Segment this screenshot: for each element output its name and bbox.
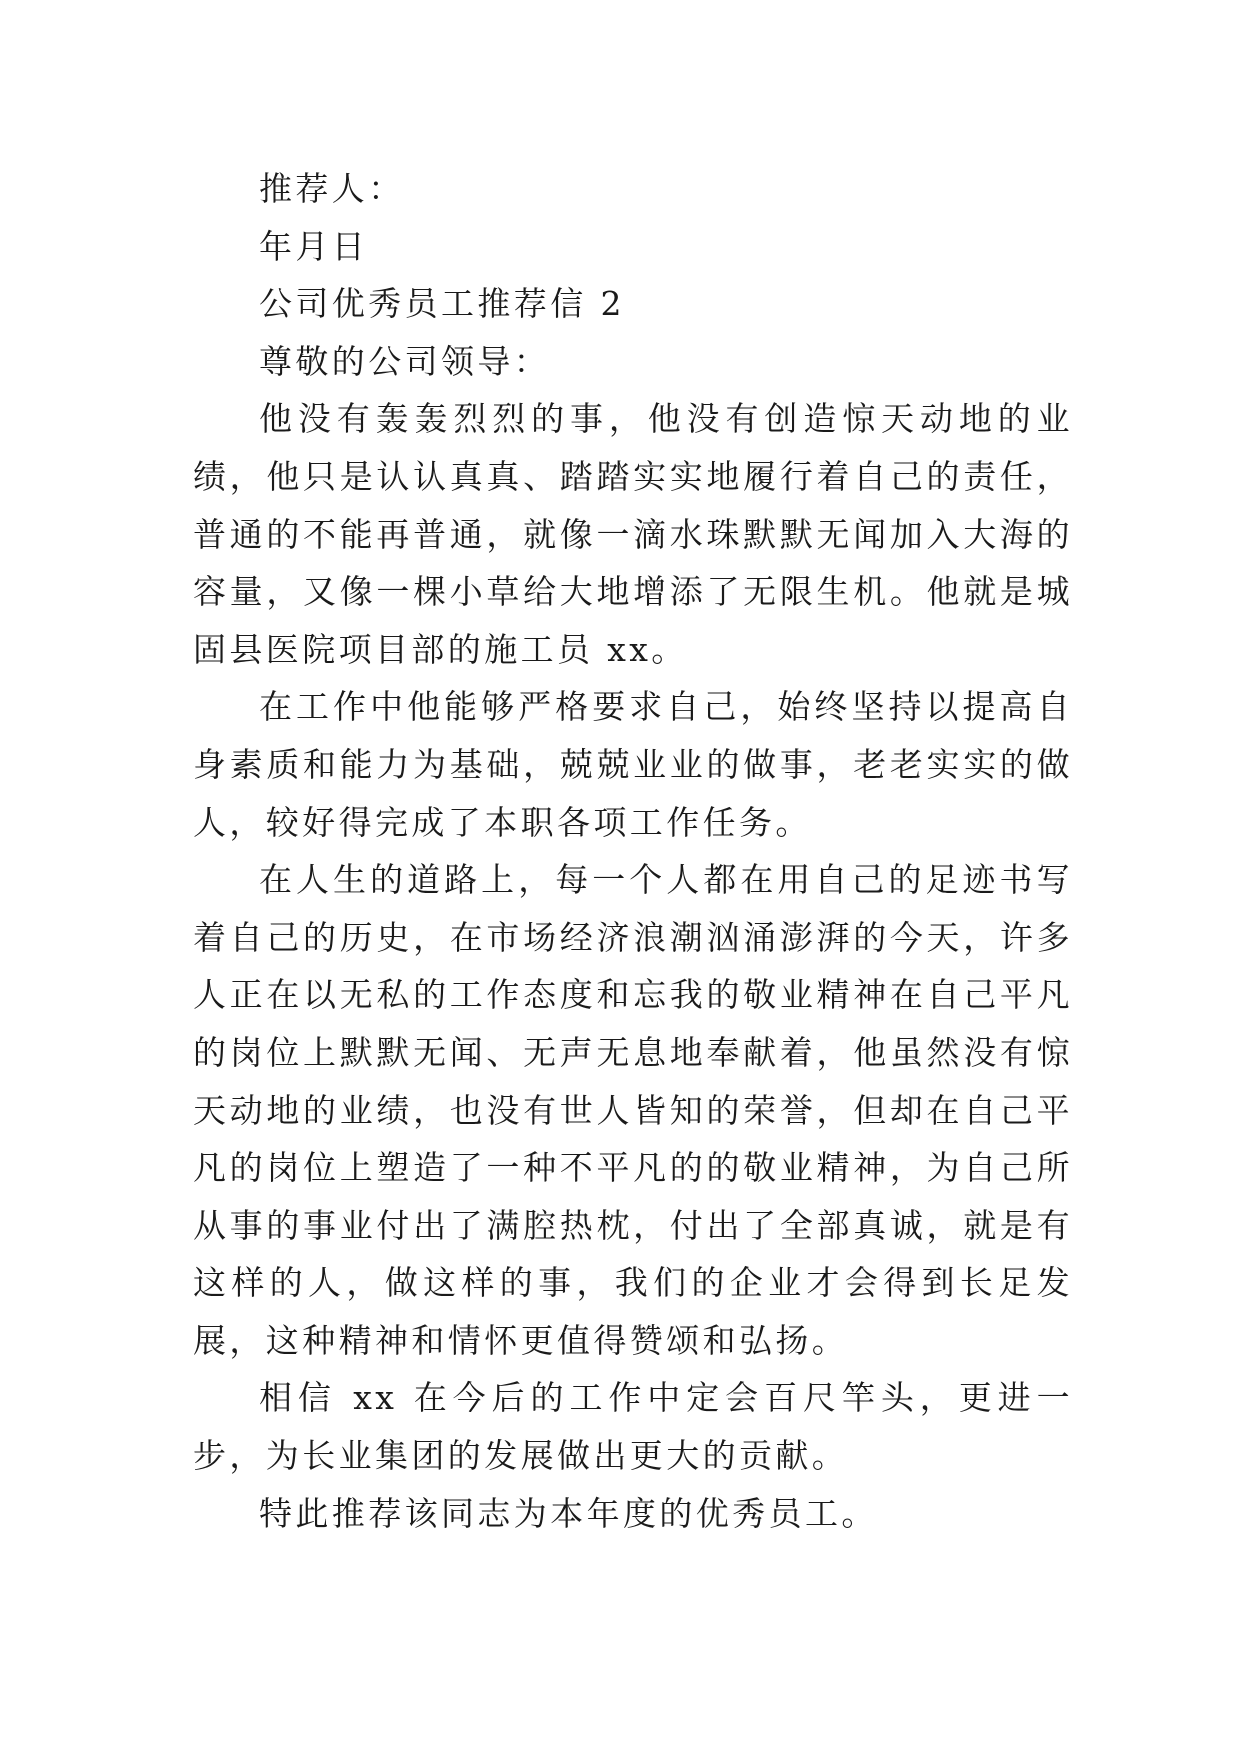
paragraph: 相信 xx 在今后的工作中定会百尺竿头，更进一步，为长业集团的发展做出更大的贡献。 <box>193 1378 1073 1476</box>
paragraph: 在工作中他能够严格要求自己，始终坚持以提高自身素质和能力为基础，兢兢业业的做事，老老实实的做人，较好得完成了本职各项工作任务。 <box>193 687 1073 842</box>
letter-body <box>193 160 1073 1542</box>
date-label: 年月日 <box>259 226 369 266</box>
signature-label: 推荐人： <box>259 169 405 208</box>
paragraph: 他没有轰轰烈烈的事，他没有创造惊天动地的业绩，他只是认认真真、踏踏实实地履行着自己的责任，普通的不能再普通，就像一滴水珠默默无闻加入大海的容量，又像一棵小草给大地增添了无限生机。他就是城固县医院项目部的施工员 xx。 <box>193 399 1073 669</box>
letter-title: 公司优秀员工推荐信 2 <box>259 284 625 324</box>
closing: 特此推荐该同志为本年度的优秀员工。 <box>259 1493 878 1533</box>
salutation: 尊敬的公司领导： <box>259 341 551 381</box>
paragraph: 在人生的道路上，每一个人都在用自己的足迹书写着自己的历史，在市场经济浪潮汹涌澎湃的今天，许多人正在以无私的工作态度和忘我的敬业精神在自己平凡的岗位上默默无闻、无声无息地奉献着，他虽然没有惊天动地的业绩，也没有世人皆知的荣誉，但却在自己平凡的岗位上塑造了一种不平凡的的敬业精神，为自己所从事的事业付出了满腔热枕，付出了全部真诚，就是有这样的人，做这样的事，我们的企业才会得到长足发展，这种精神和情怀更值得赞颂和弘扬。 <box>193 860 1073 1360</box>
